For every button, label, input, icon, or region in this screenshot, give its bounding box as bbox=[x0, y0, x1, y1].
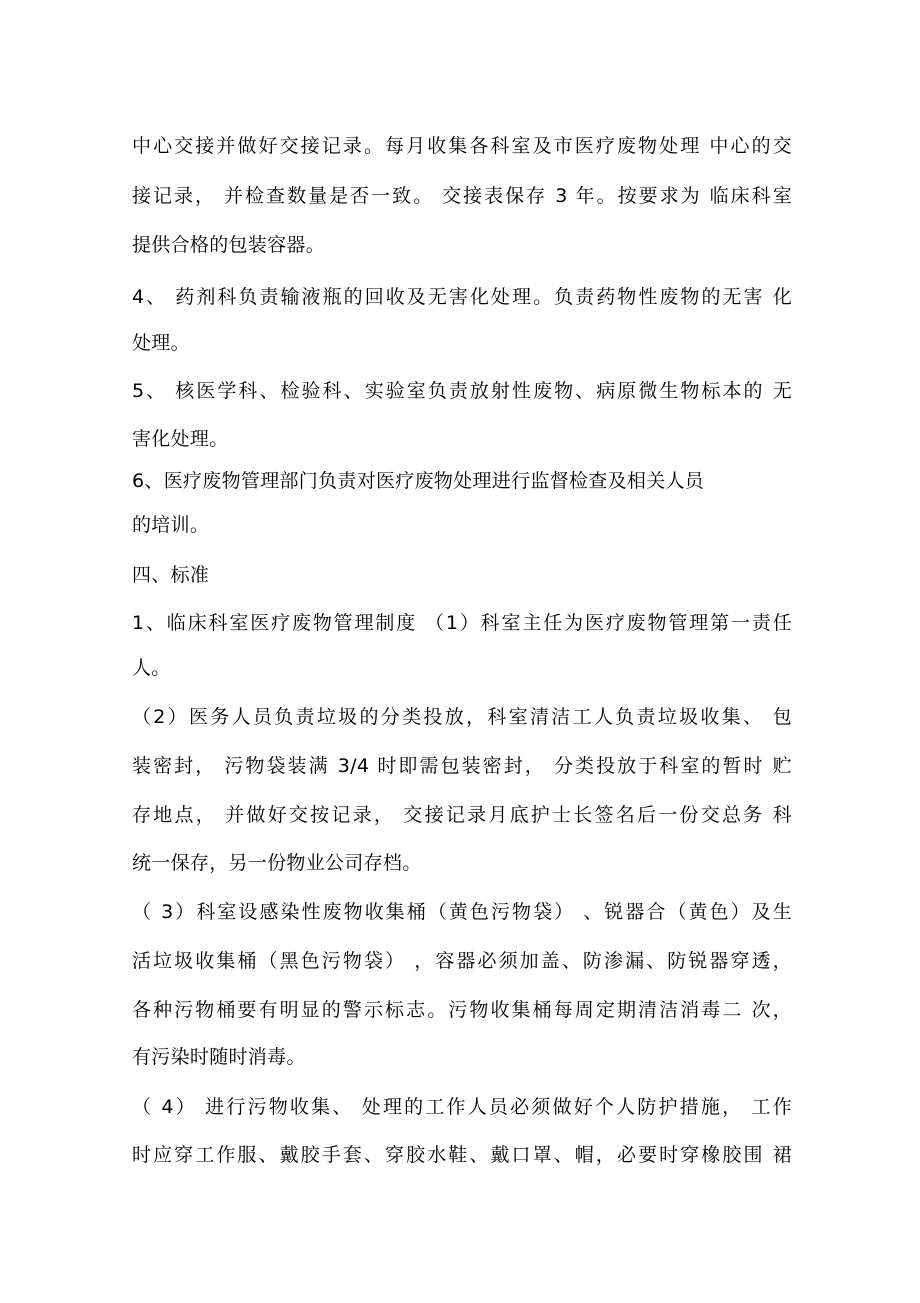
text-line: 5、 核医学科、检验科、实验室负责放射性废物、病原微生物标本的 无 bbox=[132, 380, 792, 402]
text-line: 活垃圾收集桶（黑色污物袋） ，容器必须加盖、防渗漏、防锐器穿透， bbox=[132, 950, 792, 972]
text-line: 接记录， 并检查数量是否一致。 交接表保存 3 年。按要求为 临床科室 bbox=[132, 185, 792, 207]
text-line: （ 3）科室设感染性废物收集桶（黄色污物袋） 、锐器合（黄色）及生 bbox=[132, 901, 792, 923]
text-line: 处理。 bbox=[132, 332, 190, 354]
text-line: 1、临床科室医疗废物管理制度 （1）科室主任为医疗废物管理第一责任 bbox=[132, 612, 792, 634]
text-line: 存地点， 并做好交按记录， 交接记录月底护士长签名后一份交总务 科 bbox=[132, 804, 792, 826]
text-line: （2）医务人员负责垃圾的分类投放，科室清洁工人负责垃圾收集、 包 bbox=[132, 706, 792, 728]
text-line: 人。 bbox=[132, 657, 171, 679]
text-line: 统一保存，另一份物业公司存档。 bbox=[132, 852, 422, 874]
text-line: 的培训。 bbox=[132, 514, 210, 536]
text-line: 中心交接并做好交接记录。每月收集各科室及市医疗废物处理 中心的交 bbox=[132, 135, 792, 157]
text-line: 提供合格的包装容器。 bbox=[132, 234, 326, 256]
text-line: 各种污物桶要有明显的警示标志。污物收集桶每周定期清洁消毒二 次， bbox=[132, 999, 792, 1021]
text-line: 有污染时随时消毒。 bbox=[132, 1046, 306, 1068]
section-heading: 四、标准 bbox=[132, 564, 210, 586]
text-line: 时应穿工作服、戴胶手套、穿胶水鞋、戴口罩、帽，必要时穿橡胶围 裙 bbox=[132, 1144, 792, 1166]
text-line: 4、 药剂科负责输液瓶的回收及无害化处理。负责药物性废物的无害 化 bbox=[132, 286, 792, 308]
text-line: （ 4） 进行污物收集、 处理的工作人员必须做好个人防护措施， 工作 bbox=[132, 1096, 792, 1118]
text-line: 装密封， 污物袋装满 3/4 时即需包装密封， 分类投放于科室的暂时 贮 bbox=[132, 755, 792, 777]
text-line: 害化处理。 bbox=[132, 428, 229, 450]
text-line: 6、医疗废物管理部门负责对医疗废物处理进行监督检查及相关人员 bbox=[132, 470, 705, 492]
